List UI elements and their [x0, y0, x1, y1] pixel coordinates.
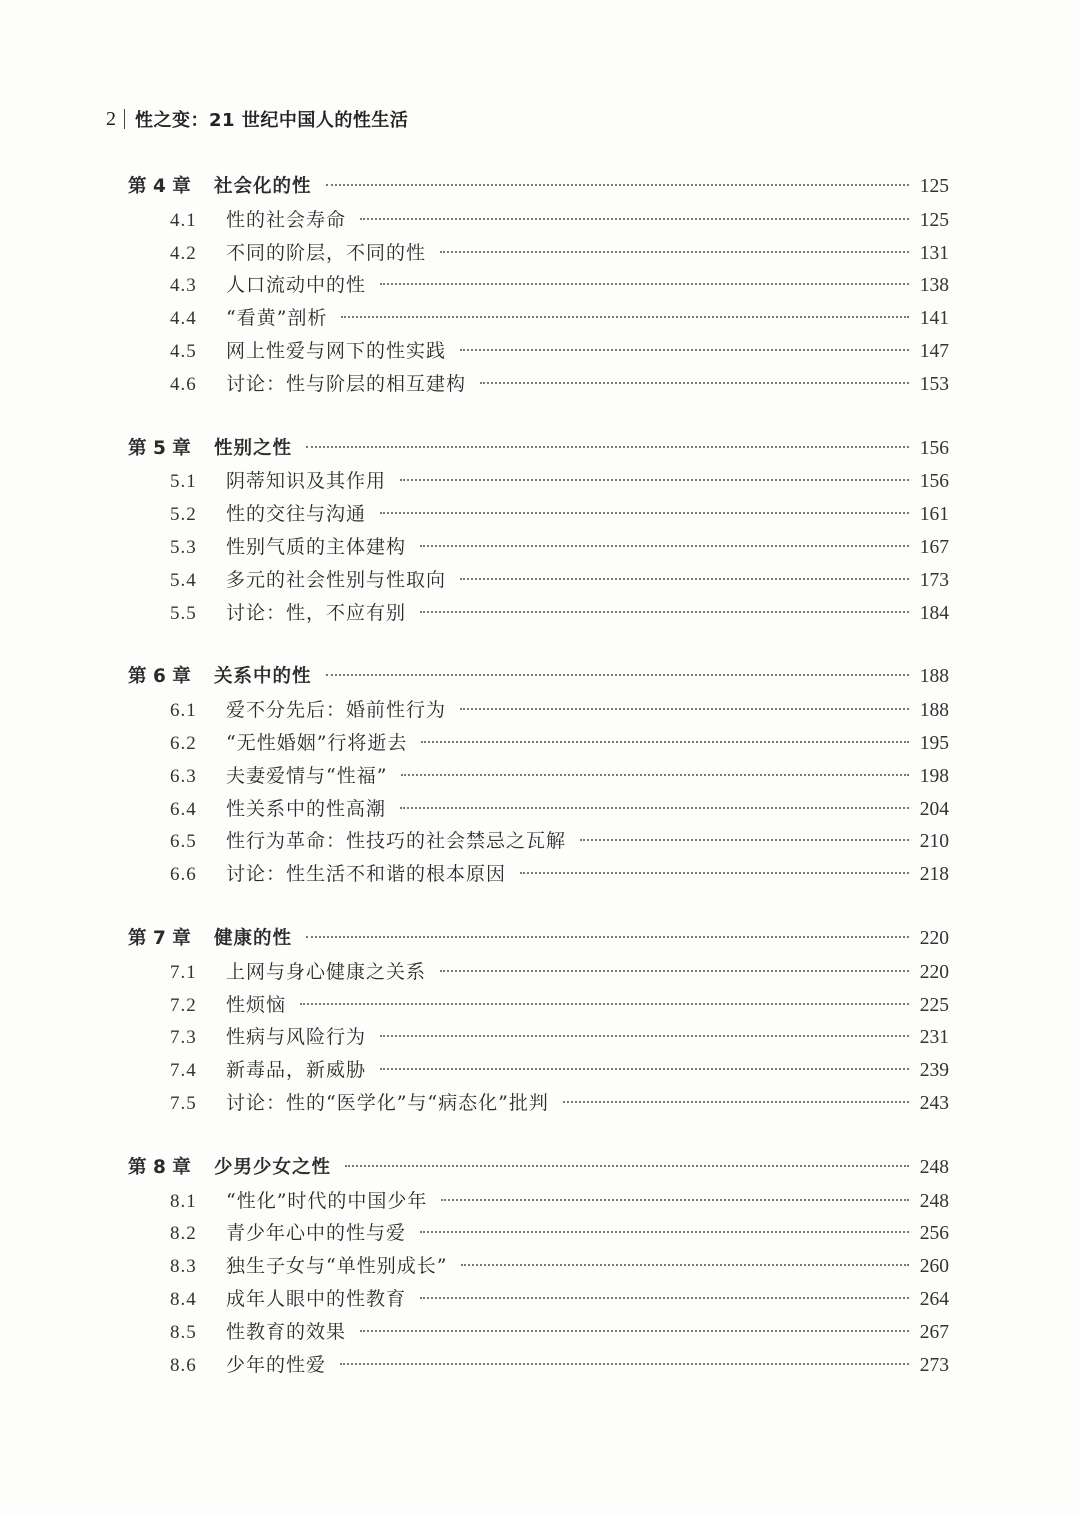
- section-title: 性的社会寿命: [226, 208, 347, 231]
- section-entry[interactable]: [0, 989, 1080, 1022]
- page-reference: 264: [919, 1288, 949, 1310]
- page-reference: 188: [919, 700, 949, 722]
- dot-leader: [460, 349, 909, 351]
- dot-leader: [480, 382, 909, 384]
- section-entry[interactable]: [0, 825, 1080, 858]
- section-entry[interactable]: [0, 564, 1080, 597]
- section-title: 讨论：性生活不和谐的根本原因: [226, 863, 507, 886]
- section-number: 6.6: [170, 864, 197, 886]
- dot-leader: [580, 839, 909, 841]
- page-reference: 131: [919, 242, 949, 264]
- page-reference: 204: [919, 798, 949, 820]
- page-reference: 225: [919, 994, 949, 1016]
- dot-leader: [401, 774, 909, 776]
- dot-leader: [460, 578, 909, 580]
- page-reference: 195: [919, 732, 949, 754]
- section-title: 少年的性爱: [226, 1353, 327, 1376]
- page-reference: 231: [919, 1027, 949, 1049]
- section-title: 性别气质的主体建构: [226, 535, 407, 558]
- chapter-title: 少男少女之性: [214, 1156, 332, 1178]
- dot-leader: [440, 970, 909, 972]
- page-reference: 184: [919, 602, 949, 624]
- page-reference: 220: [919, 927, 949, 949]
- chapter-title: 社会化的性: [214, 176, 312, 197]
- dot-leader: [400, 479, 909, 481]
- section-entry[interactable]: [0, 858, 1080, 891]
- page-reference: 256: [919, 1223, 949, 1245]
- section-number: 6.5: [170, 831, 197, 853]
- page-reference: 239: [919, 1060, 949, 1082]
- page-reference: 243: [919, 1092, 949, 1114]
- page-reference: 220: [919, 961, 949, 983]
- chapter-entry[interactable]: [0, 1152, 1080, 1185]
- section-title: 讨论：性，不应有别: [226, 601, 407, 624]
- page-reference: 210: [919, 831, 949, 853]
- page-reference: 248: [919, 1190, 949, 1212]
- section-entry[interactable]: [0, 597, 1080, 630]
- dot-leader: [420, 545, 909, 547]
- section-title: 性的交往与沟通: [226, 503, 367, 526]
- chapter-block: [0, 923, 1080, 1120]
- section-number: 7.2: [170, 994, 197, 1016]
- section-title: 不同的阶层，不同的性: [226, 241, 427, 264]
- running-header: [106, 106, 408, 132]
- section-entry[interactable]: [0, 694, 1080, 727]
- section-title: 夫妻爱情与“性福”: [226, 764, 388, 787]
- dot-leader: [360, 218, 909, 220]
- dot-leader: [380, 1035, 909, 1037]
- section-title: 青少年心中的性与爱: [226, 1222, 407, 1245]
- dot-leader: [520, 872, 909, 874]
- dot-leader: [421, 741, 909, 743]
- page-reference: 147: [919, 340, 949, 362]
- header-divider: [124, 109, 125, 129]
- section-entry[interactable]: [0, 760, 1080, 793]
- page-reference: 125: [919, 176, 949, 197]
- section-entry[interactable]: [0, 204, 1080, 237]
- section-number: 5.2: [170, 504, 197, 526]
- section-number: 8.3: [170, 1256, 197, 1278]
- chapter-title: 关系中的性: [214, 666, 312, 688]
- section-title: 性烦恼: [226, 993, 287, 1016]
- dot-leader: [380, 1068, 909, 1070]
- page-reference: 173: [919, 569, 949, 591]
- section-entry[interactable]: [0, 793, 1080, 826]
- section-entry[interactable]: [0, 727, 1080, 760]
- dot-leader: [380, 283, 909, 285]
- section-title: 讨论：性与阶层的相互建构: [226, 372, 467, 395]
- dot-leader: [420, 1297, 909, 1299]
- dot-leader: [345, 1165, 909, 1167]
- section-entry[interactable]: [0, 498, 1080, 531]
- section-title: 阴蒂知识及其作用: [226, 470, 387, 493]
- section-entry[interactable]: [0, 1021, 1080, 1054]
- page-reference: 161: [919, 504, 949, 526]
- page-reference: 138: [919, 275, 949, 297]
- section-number: 4.4: [170, 308, 197, 330]
- dot-leader: [340, 1363, 909, 1365]
- dot-leader: [461, 1264, 909, 1266]
- page-reference: 248: [919, 1156, 949, 1178]
- section-entry[interactable]: [0, 1316, 1080, 1349]
- section-title: 多元的社会性别与性取向: [226, 568, 447, 591]
- page-reference: 188: [919, 666, 949, 688]
- chapter-block: [0, 1152, 1080, 1382]
- section-entry[interactable]: [0, 1349, 1080, 1382]
- page-reference: 218: [919, 864, 949, 886]
- page-reference: 198: [919, 765, 949, 787]
- chapter-number: 第 5 章: [128, 437, 191, 459]
- section-number: 6.3: [170, 765, 197, 787]
- dot-leader: [306, 446, 909, 448]
- dot-leader: [360, 1330, 909, 1332]
- section-title: 讨论：性的“医学化”与“病态化”批判: [226, 1091, 549, 1114]
- section-number: 6.2: [170, 732, 197, 754]
- page-reference: 156: [919, 437, 949, 459]
- section-title: 性关系中的性高潮: [226, 797, 387, 820]
- chapter-block: [0, 171, 1080, 401]
- section-title: 人口流动中的性: [226, 274, 367, 297]
- section-number: 7.1: [170, 961, 197, 983]
- page-reference: 153: [919, 373, 949, 395]
- dot-leader: [380, 512, 909, 514]
- book-title: 性之变：21 世纪中国人的性生活: [135, 110, 409, 131]
- section-entry[interactable]: [0, 956, 1080, 989]
- table-of-contents: [0, 171, 1080, 1413]
- section-entry[interactable]: [0, 1185, 1080, 1218]
- chapter-number: 第 8 章: [128, 1156, 191, 1178]
- section-number: 5.4: [170, 569, 197, 591]
- section-number: 8.2: [170, 1223, 197, 1245]
- section-entry[interactable]: [0, 1054, 1080, 1087]
- page-reference: 260: [919, 1256, 949, 1278]
- dot-leader: [400, 807, 909, 809]
- chapter-entry[interactable]: [0, 433, 1080, 466]
- section-title: “看黄”剖析: [226, 307, 328, 330]
- section-number: 5.1: [170, 471, 197, 493]
- chapter-entry[interactable]: [0, 171, 1080, 204]
- section-number: 6.1: [170, 700, 197, 722]
- section-entry[interactable]: [0, 1250, 1080, 1283]
- page-reference: 167: [919, 536, 949, 558]
- section-entry[interactable]: [0, 531, 1080, 564]
- section-number: 8.6: [170, 1354, 197, 1376]
- section-title: 独生子女与“单性别成长”: [226, 1255, 448, 1278]
- page-reference: 141: [919, 308, 949, 330]
- section-number: 5.3: [170, 536, 197, 558]
- dot-leader: [460, 708, 909, 710]
- section-title: 性行为革命：性技巧的社会禁忌之瓦解: [226, 830, 567, 853]
- section-title: 上网与身心健康之关系: [226, 960, 427, 983]
- section-title: “无性婚姻”行将逝去: [226, 731, 408, 754]
- dot-leader: [306, 936, 909, 938]
- page-reference: 273: [919, 1354, 949, 1376]
- dot-leader: [326, 674, 909, 676]
- section-number: 4.3: [170, 275, 197, 297]
- section-entry[interactable]: [0, 335, 1080, 368]
- dot-leader: [341, 316, 909, 318]
- section-entry[interactable]: [0, 302, 1080, 335]
- dot-leader: [420, 1231, 909, 1233]
- page-number: 2: [106, 107, 116, 130]
- section-number: 8.4: [170, 1288, 197, 1310]
- chapter-number: 第 4 章: [128, 176, 191, 197]
- section-number: 4.6: [170, 373, 197, 395]
- chapter-block: [0, 661, 1080, 891]
- section-entry[interactable]: [0, 1283, 1080, 1316]
- dot-leader: [420, 611, 909, 613]
- section-title: 新毒品，新威胁: [226, 1059, 367, 1082]
- chapter-number: 第 6 章: [128, 666, 191, 688]
- page-reference: 156: [919, 471, 949, 493]
- section-number: 8.1: [170, 1190, 197, 1212]
- section-number: 4.2: [170, 242, 197, 264]
- dot-leader: [300, 1003, 909, 1005]
- section-number: 7.4: [170, 1060, 197, 1082]
- chapter-number: 第 7 章: [128, 927, 191, 949]
- section-title: 性教育的效果: [226, 1320, 347, 1343]
- dot-leader: [440, 251, 909, 253]
- section-entry[interactable]: [0, 368, 1080, 401]
- section-number: 5.5: [170, 602, 197, 624]
- dot-leader: [326, 184, 909, 186]
- section-entry[interactable]: [0, 1217, 1080, 1250]
- dot-leader: [563, 1101, 909, 1103]
- section-number: 4.1: [170, 209, 197, 231]
- section-number: 6.4: [170, 798, 197, 820]
- page-reference: 267: [919, 1321, 949, 1343]
- section-number: 7.3: [170, 1027, 197, 1049]
- chapter-entry[interactable]: [0, 923, 1080, 956]
- chapter-title: 性别之性: [214, 437, 293, 459]
- section-number: 4.5: [170, 340, 197, 362]
- section-title: 网上性爱与网下的性实践: [226, 339, 447, 362]
- section-title: 成年人眼中的性教育: [226, 1287, 407, 1310]
- section-title: 爱不分先后：婚前性行为: [226, 699, 447, 722]
- section-entry[interactable]: [0, 237, 1080, 270]
- section-entry[interactable]: [0, 269, 1080, 302]
- section-number: 7.5: [170, 1092, 197, 1114]
- chapter-block: [0, 433, 1080, 630]
- dot-leader: [441, 1199, 909, 1201]
- section-title: 性病与风险行为: [226, 1026, 367, 1049]
- chapter-title: 健康的性: [214, 927, 293, 949]
- page-reference: 125: [919, 209, 949, 231]
- section-entry[interactable]: [0, 465, 1080, 498]
- section-number: 8.5: [170, 1321, 197, 1343]
- section-title: “性化”时代的中国少年: [226, 1189, 428, 1212]
- section-entry[interactable]: [0, 1087, 1080, 1120]
- chapter-entry[interactable]: [0, 661, 1080, 694]
